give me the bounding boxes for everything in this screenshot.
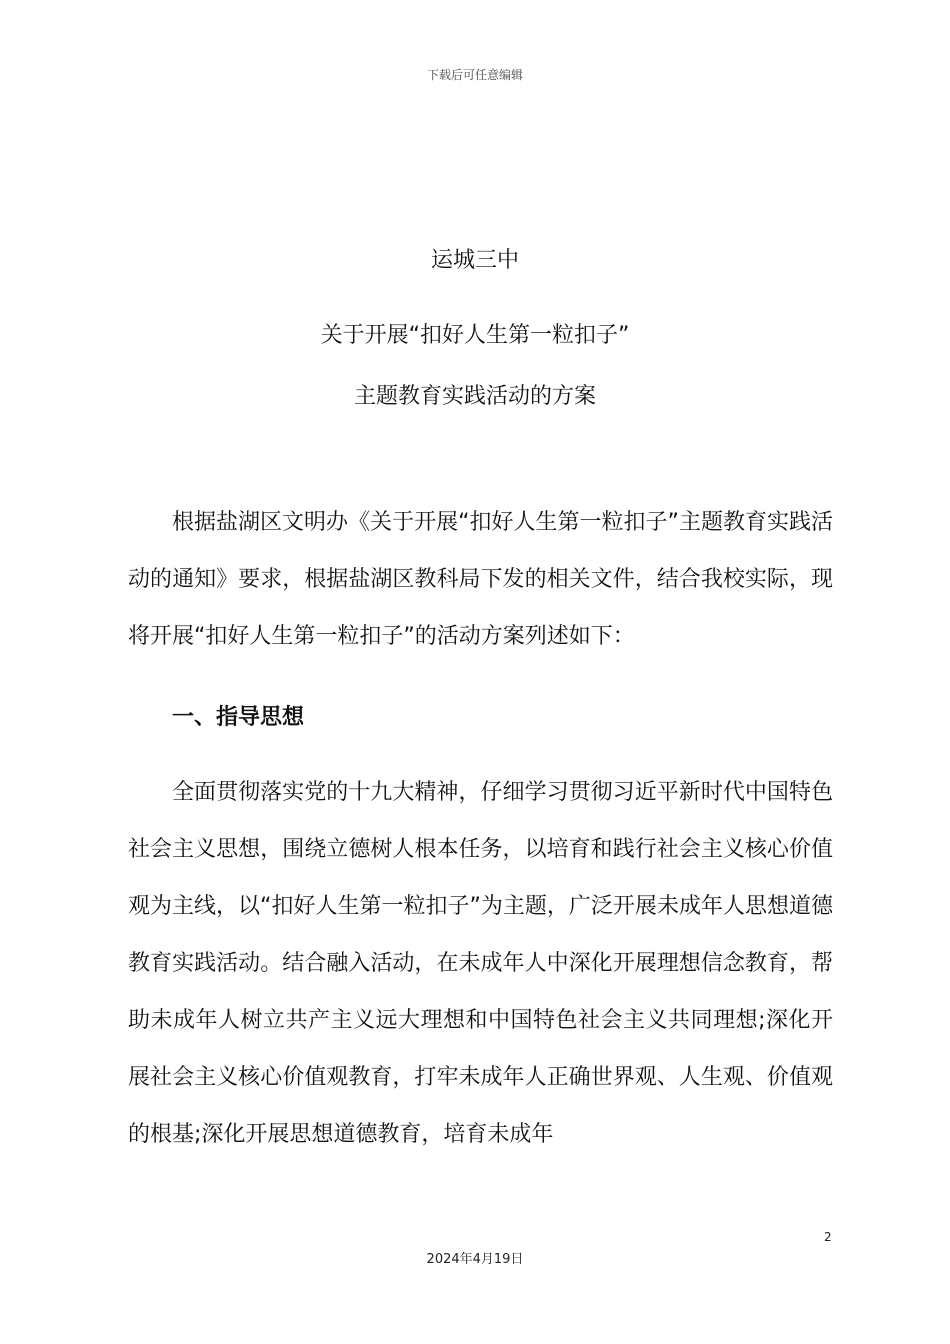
- page-number: 2: [824, 1230, 832, 1244]
- document-title-line-3: 主题教育实践活动的方案: [353, 384, 596, 409]
- guiding-ideology-paragraph: 全面贯彻落实党的十九大精神，仔细学习贯彻习近平新时代中国特色社会主义思想，围绕立德树人根本任务，以培育和践行社会主义核心价值观为主线，以“扣好人生第一粒扣子”为主题，广泛开展未成年人思想道德教育实践活动。结合融入活动，在未成年人中深化开展理想信念教育，帮助未成年人树立共产主义远大理想和中国特色社会主义共同理想;深化开展社会主义核心价值观教育，打牢未成年人正确世界观、人生观、价值观的根基;深化开展思想道德教育，培育未成年: [128, 780, 833, 1147]
- document-title-school: 运城三中: [430, 248, 519, 273]
- header-note: 下载后可任意编辑: [426, 68, 523, 82]
- footer-date: 2024年4月19日: [426, 1252, 524, 1267]
- section-heading-guiding-ideology: 一、指导思想: [172, 705, 305, 730]
- document-title-line-2: 关于开展“扣好人生第一粒扣子”: [320, 323, 630, 348]
- intro-paragraph: 根据盐湖区文明办《关于开展“扣好人生第一粒扣子”主题教育实践活动的通知》要求，根据盐湖区教科局下发的相关文件，结合我校实际，现将开展“扣好人生第一粒扣子”的活动方案列述如下：: [128, 510, 833, 649]
